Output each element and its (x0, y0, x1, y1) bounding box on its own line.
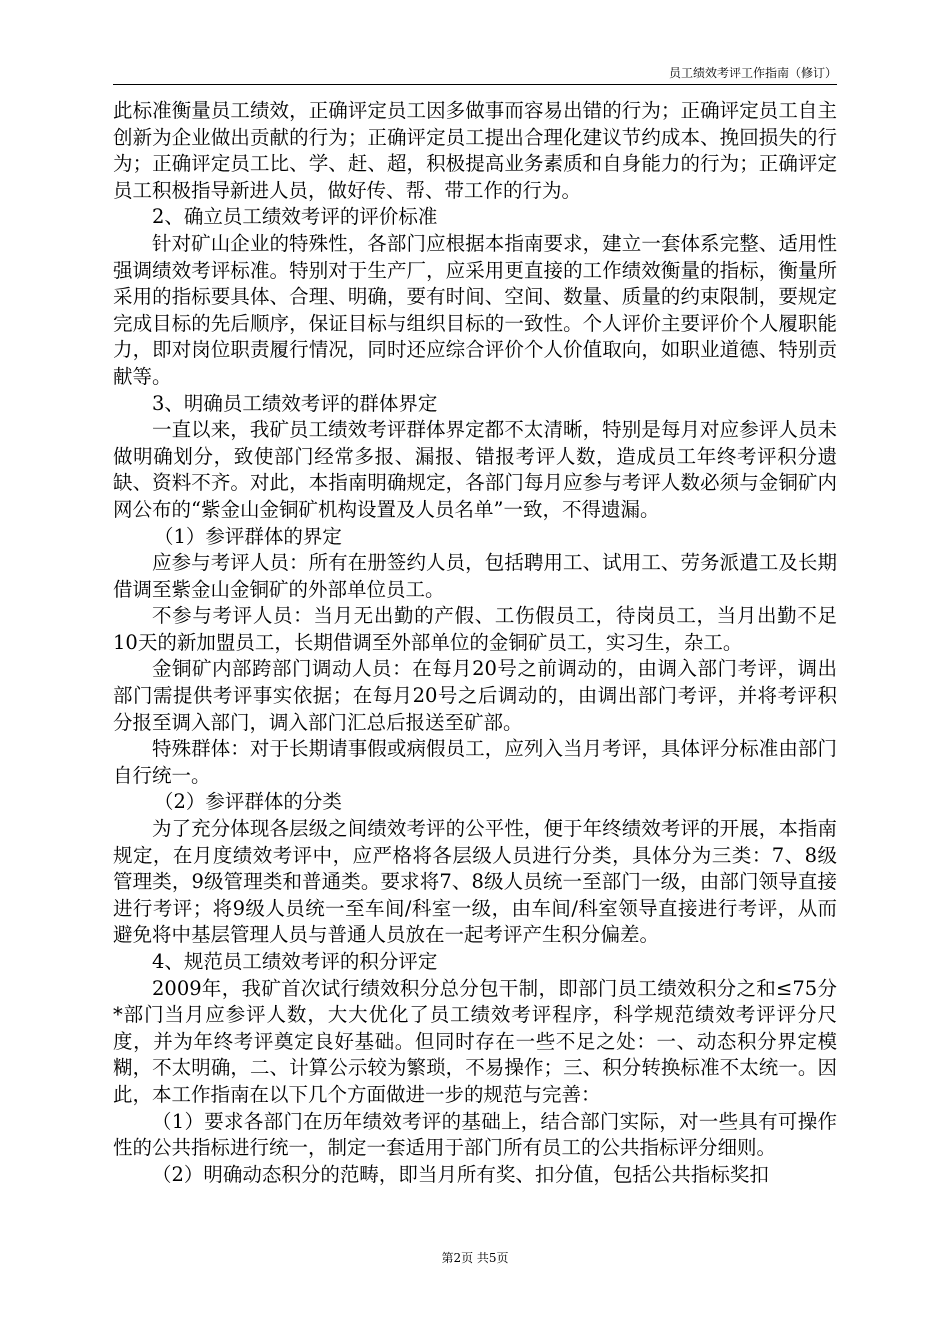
paragraph: 2009年，我矿首次试行绩效积分总分包干制，即部门员工绩效积分之和≤75分*部门当月应参评人数，大大优化了员工绩效考评程序，科学规范绩效考评评分尺度，并为年终考评奠定良好基础。但同时存在一些不足之处：一、动态积分界定模糊，不太明确，二、计算公示较为繁琐，不易操作；三、积分转换标准不太统一。因此，本工作指南在以下几个方面做进一步的规范与完善： (113, 976, 837, 1106)
paragraph: 应参与考评人员：所有在册签约人员，包括聘用工、试用工、劳务派遣工及长期借调至紫金山金铜矿的外部单位员工。 (113, 551, 837, 601)
page-number-footer: 第2页 共5页 (441, 1251, 509, 1265)
paragraph: 一直以来，我矿员工绩效考评群体界定都不太清晰，特别是每月对应参评人员未做明确划分，致使部门经常多报、漏报、错报考评人数，造成员工年终考评积分遗缺、资料不齐。对此，本指南明确规定，各部门每月应参与考评人数必须与金铜矿内网公布的“紫金山金铜矿机构设置及人员名单”一致，不得遗漏。 (113, 418, 837, 521)
subsection-heading-2: （2）参评群体的分类 (153, 790, 342, 814)
list-item: （2）明确动态积分的范畴，即当月所有奖、扣分值，包括公共指标奖扣 (152, 1162, 769, 1186)
paragraph: 针对矿山企业的特殊性，各部门应根据本指南要求，建立一套体系完整、适用性强调绩效考评标准。特别对于生产厂，应采用更直接的工作绩效衡量的指标，衡量所采用的指标要具体、合理、明确，要有时间、空间、数量、质量的约束限制，要规定完成目标的先后顺序，保证目标与组织目标的一致性。个人评价主要评价个人履职能力，即对岗位职责履行情况，同时还应综合评价个人价值取向，如职业道德、特别贡献等。 (113, 231, 837, 388)
section-heading-4: 4、规范员工绩效考评的积分评定 (152, 950, 438, 973)
paragraph: 金铜矿内部跨部门调动人员：在每月20号之前调动的，由调入部门考评，调出部门需提供考评事实依据；在每月20号之后调动的，由调出部门考评，并将考评积分报至调入部门，调入部门汇总后报送至矿部。 (113, 657, 837, 734)
section-heading-3: 3、明确员工绩效考评的群体界定 (152, 391, 438, 415)
section-heading-2: 2、确立员工绩效考评的评价标准 (152, 205, 438, 229)
paragraph: 为了充分体现各层级之间绩效考评的公平性，便于年终绩效考评的开展，本指南规定，在月度绩效考评中，应严格将各层级人员进行分类，具体分为三类：7、8级管理类，9级管理类和普通类。要求将7、8级人员统一至部门一级，由部门领导直接进行考评；将9级人员统一至车间/科室一级，由车间/科室领导直接进行考评，从而避免将中基层管理人员与普通人员放在一起考评产生积分偏差。 (113, 817, 837, 947)
subsection-heading-1: （1）参评群体的界定 (153, 524, 342, 548)
page-header: 员工绩效考评工作指南（修订） (113, 64, 837, 85)
paragraph: 特殊群体：对于长期请事假或病假员工，应列入当月考评，具体评分标准由部门自行统一。 (113, 737, 837, 787)
paragraph: 不参与考评人员：当月无出勤的产假、工伤假员工，待岗员工，当月出勤不足10天的新加盟员工，长期借调至外部单位的金铜矿员工，实习生，杂工。 (113, 604, 837, 654)
document-body (113, 98, 837, 1188)
paragraph-continuation: 此标准衡量员工绩效，正确评定员工因多做事而容易出错的行为；正确评定员工自主创新为企业做出贡献的行为；正确评定员工提出合理化建议节约成本、挽回损失的行为；正确评定员工比、学、赶、超，积极提高业务素质和自身能力的行为；正确评定员工积极指导新进人员，做好传、帮、带工作的行为。 (113, 99, 837, 202)
list-item: （1）要求各部门在历年绩效考评的基础上，结合部门实际，对一些具有可操作性的公共指标进行统一，制定一套适用于部门所有员工的公共指标评分细则。 (113, 1109, 837, 1160)
